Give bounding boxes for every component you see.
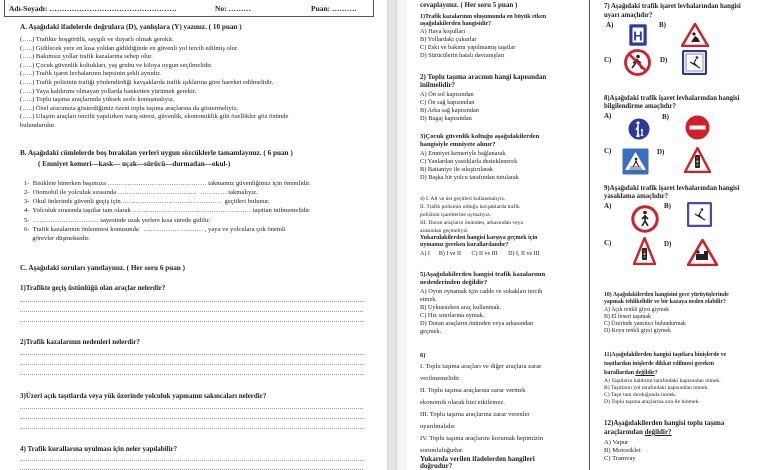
q8-label-a[interactable]: A) (604, 112, 612, 120)
q7-label-b[interactable]: B) (659, 21, 666, 29)
answer-line[interactable] (20, 408, 363, 409)
q4-statement: III. Duran araçların önünden, arkasından veya (420, 220, 523, 226)
q5-option-a-cont: etmek. (420, 296, 437, 303)
q6-statement: sorumluluğudur. (420, 447, 464, 454)
q9-label-d[interactable]: D) (664, 240, 672, 248)
q9-label-a[interactable]: A) (604, 202, 612, 210)
q6-statement: ekonomik olarak bizi etkilemez. (420, 399, 505, 406)
q7-text: 7) Aşağıdaki trafik işaret levhalarından hangisi (604, 3, 741, 10)
q3-option-a[interactable]: A) Emniyet kemeriyle bağlanarak (420, 150, 506, 157)
section-b-title: B. Aşağıdaki cümlelerde boş bırakılan yerleri uygun sözcüklerle tamamlayınız. ( 6 puan ) (20, 149, 293, 157)
q5-option-d[interactable]: D) Duran araçların önünden veya arkasından (420, 320, 534, 327)
ski-sign-icon[interactable] (682, 50, 707, 75)
no-entry-sign-icon[interactable] (685, 115, 710, 140)
question-c4: 4) Trafik kurallarına uyulması için neler yapılabilir? (20, 445, 178, 453)
q8-text: 8)Aşağıdaki trafik işaret levhalarından hangisi (604, 95, 740, 102)
true-false-item[interactable]: (…..) Bakımsız yollar trafik kazalarına sebep olur. (20, 53, 153, 61)
q4-question: Yukarıdakilerden hangisi karşıya geçmek için (420, 235, 538, 241)
q10-option-d[interactable]: D) Koyu renkli giysi giymek (604, 328, 671, 334)
q11-text-end-main: kurallardan (604, 370, 636, 376)
q10-text: 10) Aşağıdakilerden hangisini gece yürüyüşlerinde (604, 292, 729, 298)
q6-statement: II. Toplu taşıma araçlarına zarar vermek (420, 387, 526, 394)
section-a-title: A. Aşağıdaki ifadelerde doğrulara (D), yanlışlara (Y) yazınız. ( 10 puan ) (20, 23, 242, 31)
q8-label-c[interactable]: C) (604, 147, 612, 155)
q6-statement: IV. Toplu taşıma araçlarını korumak hepimizin (420, 435, 544, 442)
true-false-item[interactable]: (…..) Özel aracımıza gösterdiğimiz özeni toplu taşıma araçlarına da göstermeliyiz. (20, 104, 239, 112)
q11-qmark: ? (654, 370, 658, 376)
q11-option-c[interactable]: C) Taşıt tam durduğunda inmek. (604, 392, 677, 398)
q6-statement: III. Toplu taşıma araçlarına zarar verenler (420, 411, 530, 418)
q11-option-d[interactable]: D) Toplu taşıma araçlarına sıra ile binmek. (604, 399, 700, 405)
fill-blank-item[interactable]: 6- Trafik kazalarının önlenmesi konusunda ……………………… , yaya ve yolculara çok önemli (24, 226, 286, 233)
q10-option-a[interactable]: A) Açık renkli giysi giymek (604, 307, 670, 313)
answer-line[interactable] (20, 374, 363, 375)
q7-text: uyarı amaçlıdır? (604, 12, 653, 19)
q6-number: 6) (420, 352, 426, 359)
q8-label-d[interactable]: D) (657, 148, 665, 156)
q1-option-d[interactable]: D) Sürücülerin hatalı davranışları (420, 52, 505, 59)
traffic-light-warning-sign-icon[interactable] (633, 237, 656, 265)
q12-underlined: değildir? (644, 428, 672, 436)
fill-blank-item[interactable]: 2- Otomobil ile yolculuk sırasında ……………………………… ………… takmalıyız. (24, 189, 258, 196)
answer-line[interactable] (20, 321, 363, 322)
q11-underlined: değildir (635, 370, 655, 376)
true-false-item[interactable]: (…..) Yaya kaldırımı olmayan yollarda banketten yürümek gerekir. (20, 87, 197, 95)
answer-line[interactable] (20, 311, 363, 312)
q6-statement: I. Toplu taşıma araçları ve diğer araçlara zarar (420, 363, 542, 370)
true-false-item[interactable]: (…..) Trafik işaret levhalarının hepsinin şekli aynıdır. (20, 70, 161, 78)
q3-text: 3)Çocuk güvenlik koltuğu aşağıdakilerden (420, 133, 540, 140)
q11-option-b[interactable]: B) Taşıtların yol tarafındaki kapısından inmek. (604, 385, 709, 391)
q3-option-d[interactable]: D) Başka bir yolcu tarafından tutularak (420, 174, 519, 181)
q1-text: aşağıdakilerden hangisidir? (420, 21, 492, 27)
true-false-item[interactable]: (…..) Toplu taşıma araçlarında yüksek sesle konuşmalıyız. (20, 96, 175, 104)
student-info-box (4, 0, 374, 17)
fill-blank-item[interactable]: 3- Okul önlerinde güvenli geçiş için ……………………………………… geçitleri bulunur. (24, 198, 270, 205)
fill-blank-item[interactable]: 1- Bisiklete binerken başımıza ……………………………………… takmamız güvenliğimiz için önemlidir. (24, 180, 311, 187)
q4-options[interactable]: A) I B) I ve II C) II ve III D) I, II ve III (420, 251, 540, 257)
ski-sign-icon[interactable] (687, 202, 712, 227)
answer-line[interactable] (20, 301, 363, 302)
hospital-sign-icon[interactable] (629, 24, 647, 46)
answer-line[interactable] (20, 418, 363, 419)
fill-blank-item[interactable]: 4- Yolculuk sırasında taşıtlar tam olarak ……………………………………………… taşıttan inilmemelidir. (24, 207, 311, 214)
q9-label-c[interactable]: C) (604, 239, 612, 247)
middle-intro: cevaplayınız. ( Her soru 5 puan ) (420, 1, 518, 9)
q11-text: 11)Aşağıdakilerden hangisi taşıtlara binişlerde ve (604, 352, 727, 358)
question-c3: 3)Üzeri açık taşıtlarda veya yük üzerinde yolculuk yapmanın sakıncaları nelerdir? (20, 392, 267, 400)
q7-label-d[interactable]: D) (660, 56, 668, 64)
q2-option-d[interactable]: D) Bagaj kapısından (420, 115, 472, 122)
q1-text: 1)Trafik kazalarının oluşumunda en büyük etken (420, 14, 547, 20)
q2-text: 2) Toplu taşıma aracının hangi kapısından (420, 73, 547, 81)
q12-text: 12)Aşağıdakilerden hangisi toplu taşıma (604, 419, 725, 427)
q5-text: nedenlerinden değildir? (420, 279, 488, 286)
q12-option-c[interactable]: C) Tramvay (604, 455, 636, 462)
true-false-item[interactable]: (…..) Çocuk güvenlik koltukları, yaş grubu ve kiloya uygun seçilmelidir. (20, 61, 213, 69)
q1-option-c[interactable]: C) Eski ve bakımı yapılmamış taşıtlar (420, 44, 516, 51)
q12-text-end (604, 429, 671, 437)
q6-question-line: Yukarıda verilen ifadelerden hangileri (420, 455, 535, 463)
q4-statement: arasından geçmeliyiz. (420, 228, 469, 234)
answer-line[interactable] (20, 460, 363, 461)
q6-statement: uyarılmalıdır. (420, 423, 456, 430)
crosswalk-sign-icon[interactable] (622, 148, 649, 175)
section-b-words: ( Emniyet kemeri—kask— uçak—sürücü—durmadan—okul-) (38, 160, 231, 168)
section-c-title: C. Aşağıdaki soruları yanıtlayınız. ( Her soru 6 puan ) (20, 264, 185, 272)
q6-statement: verilmemelidir. (420, 375, 461, 382)
fill-blank-item[interactable]: 5- ………………………… sayesinde uzak yerlere kısa sürede gidilir. (24, 217, 211, 224)
q1-option-a[interactable]: A) Hava koşulları (420, 28, 466, 35)
page-gutter (397, 0, 407, 470)
q4-question: uymamız gereken kurallardandır? (420, 242, 509, 248)
q5-option-c[interactable]: C) Hız sınırlarına uymak. (420, 312, 485, 319)
q9-label-b[interactable]: B) (664, 202, 671, 210)
traffic-light-warning-sign-icon[interactable] (684, 147, 711, 173)
answer-line[interactable] (20, 354, 363, 355)
q5-option-d-cont: geçmek. (420, 328, 442, 335)
q8-label-b[interactable]: B) (662, 113, 669, 121)
svg-text:H: H (633, 28, 643, 44)
score-field[interactable]: Puan: ………. (311, 4, 357, 13)
q7-label-a[interactable]: A) (606, 21, 614, 29)
q2-text: inilmelidir? (420, 81, 455, 89)
q5-option-a[interactable]: A) Oyun oynamak için cadde ve sokakları tercih (420, 288, 543, 295)
true-false-item[interactable]: (…..) Trafikte hoşgörülü, saygılı ve duyarlı olmak gerekir. (20, 36, 174, 43)
roadworks-warning-sign-icon[interactable] (681, 23, 709, 47)
q1-option-b[interactable]: B) Yollardaki çukurlar (420, 36, 477, 43)
answer-line[interactable] (20, 364, 363, 365)
q12-option-b[interactable]: B) Motosiklet (604, 447, 641, 454)
question-c1: 1)Trafikte geçiş üstünlüğü olan araçlar nelerdir? (20, 284, 166, 292)
q5-option-b[interactable]: B) Uykusuzken araç kullanmak. (420, 304, 502, 311)
fill-blank-item-cont: görevler düşmektedir. (24, 235, 90, 242)
q2-option-a[interactable]: A) Ön sol kapısından (420, 91, 474, 98)
q11-text-end (604, 370, 658, 378)
q3-option-c[interactable]: C) Yanlardan yastıklarla desteklenerek (420, 158, 518, 165)
q9-text: yasaklama amaçlıdır? (604, 193, 669, 200)
q10-option-c[interactable]: C) Üzerinde yansıtıcı bulundurmak (604, 321, 686, 327)
answer-line[interactable] (20, 428, 363, 429)
q2-option-b[interactable]: B) Arka sağ kapısından (420, 107, 479, 114)
true-false-item[interactable]: (…..) Trafik polisinin trafiği yönlendirdiği kavşaklarda trafik ışıklarına göre hareket edilmelidir. (20, 79, 274, 86)
q3-option-b[interactable]: B) Battaniye ile sıkıştırılarak (420, 166, 493, 173)
q4-statement: polisinin işaretlerine uymalıyız. (420, 212, 491, 218)
q8-text: bilgilendirme amaçlıdır? (604, 103, 676, 110)
q11-text: taşıtlardan inişlerde dikkat edilmesi gereken (604, 361, 715, 367)
true-false-item-cont: bulundurulur. (20, 122, 56, 129)
name-field[interactable]: Adı-Soyadı: …………………………………………… (9, 4, 177, 13)
middle-column (407, 0, 590, 470)
scrollbar[interactable] (387, 0, 397, 470)
no-pedestrians-sign-icon[interactable] (624, 49, 651, 76)
q6-question-line: doğrudur? (420, 462, 453, 470)
q2-option-c[interactable]: C) Ön sağ kapısından (420, 99, 475, 106)
q9-text: 9)Aşağıdaki trafik işaret levhalarından hangisi (604, 185, 740, 192)
pedestrian-path-sign-icon[interactable] (628, 118, 650, 140)
number-field[interactable]: No: ……… (215, 4, 252, 13)
left-page (0, 0, 388, 470)
q6-question (420, 456, 535, 470)
q4-statement: II. Trafik polisinin olduğu kavşaklarda trafik (420, 204, 520, 210)
q10-text: yapmak tehlikelidir ve bir kazaya neden olabilir? (604, 299, 726, 305)
q12-option-a[interactable]: A) Vapur (604, 439, 629, 446)
q12-text-main: araçlarından (604, 428, 645, 436)
level-crossing-warning-sign-icon[interactable] (687, 239, 718, 266)
q10-option-b[interactable]: B) El feneri taşımak (604, 314, 651, 320)
q7-label-c[interactable]: C) (604, 56, 612, 64)
right-column (598, 0, 780, 470)
question-c2: 2)Trafik kazalarının nedenleri nelerdir? (20, 338, 140, 346)
q11-option-a[interactable]: A) Taşıtların kaldırım tarafındaki kapısından inmek. (604, 378, 721, 384)
no-pedestrians-sign-icon[interactable] (631, 205, 659, 233)
true-false-item[interactable]: (…..) Gidilecek yere en kısa yoldan gidildiğinde en güvenli yol tercih edilmiş olur. (20, 44, 239, 52)
true-false-item[interactable]: (…..) Ulaşım araçları tercihi yapılırken varış süresi, güvenlik, ekonomiklik gibi özellikler göz önünde (20, 113, 289, 121)
q4-statement: 4) I. Alt ve üst geçitleri kullanmalıyız. (420, 196, 506, 202)
q3-text: hangisiyle emniyete alınır? (420, 141, 496, 148)
q5-text: 5)Aşağıdakilerden hangisi trafik kazalarının (420, 271, 546, 278)
